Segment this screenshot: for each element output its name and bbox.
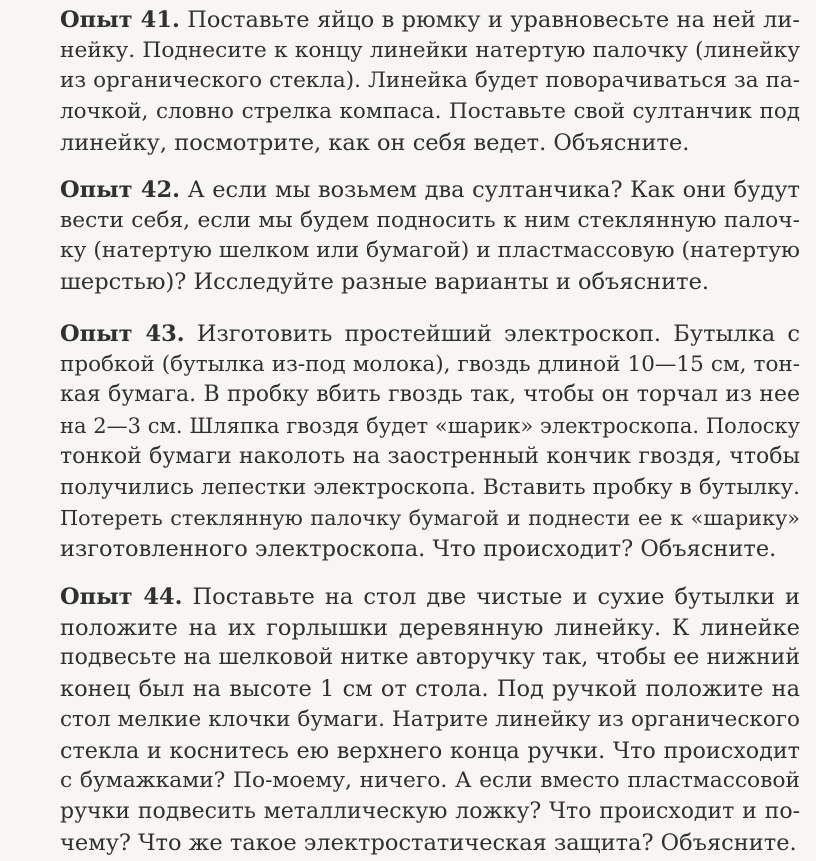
paragraph-line	[60, 5, 800, 36]
paragraph-line: стекла и коснитесь ею верхнего конца ручки. Что происходит	[60, 737, 800, 764]
line-text: А если мы возьмем два султанчика? Как они будут	[187, 177, 801, 203]
paragraph-line: изготовленного электроскопа. Что происходит? Объясните.	[60, 535, 777, 562]
experiment-label: Опыт 41.	[60, 7, 180, 33]
paragraph-line: с бумажками? По-моему, ничего. А если вместо пластмассовой	[60, 768, 800, 794]
paragraph-line: Потереть стеклянную палочку бумагой и поднести ее к «шарику»	[60, 506, 800, 531]
paragraph-line: стол мелкие клочки бумаги. Натрите линейку из органического	[60, 706, 800, 732]
line-text: Изготовить простейший электроскоп. Бутылка с	[196, 321, 801, 347]
line-text: Поставьте яйцо в рюмку и уравновесьте на ней ли-	[187, 7, 800, 33]
paragraph-line: из органического стекла). Линейка будет поворачиваться за па-	[60, 68, 800, 94]
experiment-label: Опыт 42.	[60, 177, 180, 203]
paragraph-line: ку (натертую шелком или бумагой) и пластмассовую (натертую	[60, 238, 800, 264]
experiment-label: Опыт 44.	[60, 584, 183, 610]
paragraph-line	[60, 319, 800, 350]
experiment-42-paragraph	[60, 175, 800, 298]
experiment-41-paragraph	[60, 5, 800, 159]
paragraph-line: положите на их горлышки деревянную линейку. К линейке	[60, 614, 800, 641]
paragraph-line: кая бумага. В пробку вбить гвоздь так, чтобы он торчал из нее	[60, 382, 800, 408]
paragraph-line	[60, 582, 800, 613]
paragraph-line: лочкой, словно стрелка компаса. Поставьте свой султанчик под	[60, 99, 800, 125]
paragraph-line: нейку. Поднесите к концу линейки натертую палочку (линейку	[60, 37, 800, 63]
experiment-43-paragraph	[60, 319, 800, 565]
paragraph-line: чему? Что же такое электростатическая защита? Объясните.	[60, 829, 797, 856]
paragraph-line: подвесьте на шелковой нитке авторучку так, чтобы ее нижний	[60, 645, 800, 671]
paragraph-line: получились лепестки электроскопа. Вставить пробку в бутылку.	[60, 474, 800, 500]
paragraph-line: конец был на высоте 1 см от стола. Под ручкой положите на	[60, 676, 800, 703]
paragraph-line: шерстью)? Исследуйте разные варианты и объясните.	[60, 269, 710, 296]
paragraph-line: тонкой бумаги наколоть на заостренный кончик гвоздя, чтобы	[60, 443, 800, 469]
paragraph-line: вести себя, если мы будем подносить к ним стеклянную палоч-	[60, 207, 800, 233]
paragraph-line: на 2—3 см. Шляпка гвоздя будет «шарик» электроскопа. Полоску	[60, 414, 800, 439]
paragraph-line: пробкой (бутылка из-под молока), гвоздь длиной 10—15 см, тон-	[60, 351, 800, 377]
experiment-label: Опыт 43.	[60, 321, 185, 347]
experiment-44-paragraph	[60, 582, 800, 858]
paragraph-line	[60, 175, 800, 206]
paragraph-line: ручки подвесить металлическую ложку? Что происходит и по-	[60, 798, 800, 824]
line-text: Поставьте на стол две чистые и сухие бутылки и	[192, 584, 801, 610]
paragraph-line: линейку, посмотрите, как он себя ведет. Объясните.	[60, 129, 690, 156]
